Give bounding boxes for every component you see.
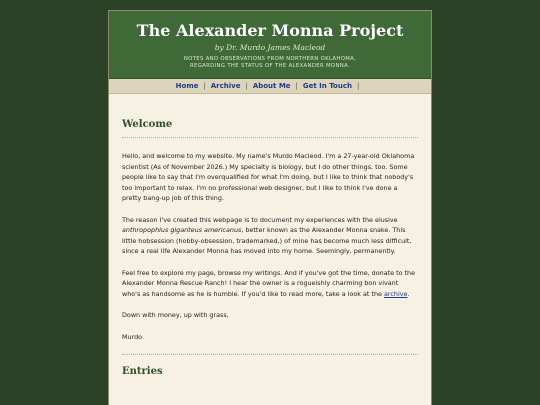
nav-separator: | xyxy=(203,82,206,90)
reason-text-start: The reason I've created this webpage is to document my experiences with the elusive xyxy=(122,215,398,224)
site-title: The Alexander Monna Project xyxy=(136,21,404,40)
explore-text-end: . xyxy=(407,289,410,298)
welcome-paragraph-explore xyxy=(122,268,418,300)
nav-separator: | xyxy=(295,82,298,90)
tagline xyxy=(109,56,431,70)
welcome-paragraph-intro: Hello, and welcome to my website. My name's Murdo Macleod. I'm a 27-year-old Oklahoma scientist (As of November 2026.) My specialty is biology, but I do other things, too. Some people like to say that I'm overqualified for what I'm doing, but I like to think that nobody's too important to relax. I'm no professional web designer, but I like to think I've done a pretty bang-up job of this thing. xyxy=(122,152,415,202)
explore-text-start: Feel free to explore my page, browse my writings. And if you've got the time, donate to the Alexander Monna Rescue Ranch! I hear the owner is a rogueishly charming bon vivant who's as handsome as he is humble. If you'd like to read more, take a look at the xyxy=(122,268,416,298)
page-container xyxy=(108,10,432,405)
nav-bar xyxy=(109,79,431,94)
reason-text-end: , better known as the Alexander Monna snake. This little hobsession (hobby-obsession, trademarked,) of mine has become much less difficult, since a real life Alexander Monna has moved into my home. Seemingly, permanently. xyxy=(122,226,412,255)
welcome-paragraph-reason xyxy=(122,215,418,257)
masthead xyxy=(109,11,431,79)
nav-link-contact[interactable]: Get In Touch xyxy=(302,82,352,90)
entries-heading: Entries xyxy=(122,366,163,377)
welcome-heading: Welcome xyxy=(122,119,418,138)
tagline-line-1: NOTES AND OBSERVATIONS FROM NORTHERN OKLAHOMA, xyxy=(183,56,357,62)
signature: Murdo xyxy=(122,332,143,341)
tagline-line-2: REGARDING THE STATUS OF THE ALEXANDER MONNA. xyxy=(190,63,350,69)
species-name: anthropophius giganteus americanus xyxy=(122,226,242,234)
nav-link-about[interactable]: About Me xyxy=(252,82,291,90)
nav-separator: | xyxy=(356,82,360,90)
nav-link-archive[interactable]: Archive xyxy=(210,82,241,90)
welcome-paragraph-closing: Down with money, up with grass, xyxy=(122,311,229,319)
section-divider xyxy=(122,354,418,355)
byline: by Dr. Murdo James Macleod xyxy=(214,43,326,52)
archive-link[interactable]: archive xyxy=(384,289,408,298)
main-content xyxy=(109,119,431,377)
nav-separator: | xyxy=(245,82,248,90)
nav-link-home[interactable]: Home xyxy=(175,82,199,90)
